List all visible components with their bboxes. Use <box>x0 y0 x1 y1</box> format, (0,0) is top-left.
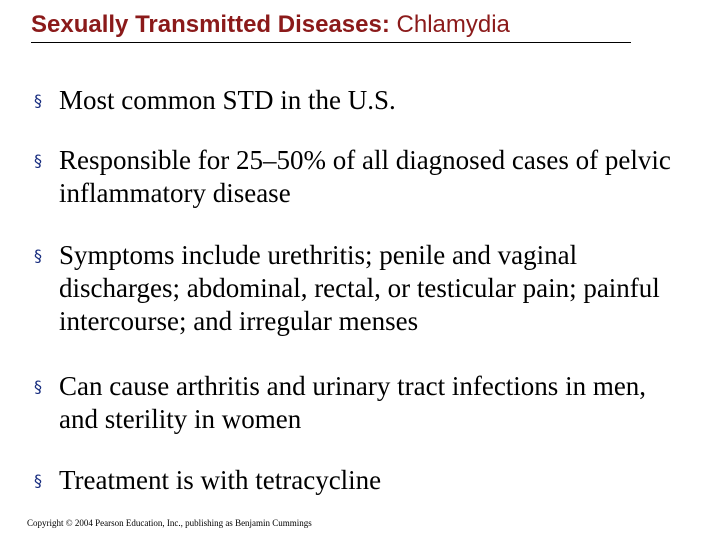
slide-title-main: Sexually Transmitted Diseases: <box>31 11 397 38</box>
bullet-marker: § <box>34 91 42 110</box>
bullet-text: Most common STD in the U.S. <box>59 85 396 115</box>
bullet-text: Can cause arthritis and urinary tract infections in men, and sterility in women <box>59 371 647 434</box>
bullet-text: Symptoms include urethritis; penile and vaginal discharges; abdominal, rectal, or testicular pain; painful intercourse; and irregular menses <box>59 240 660 336</box>
bullet-item <box>34 239 674 338</box>
slide-title-sub: Chlamydia <box>396 11 510 38</box>
bullet-marker: § <box>34 471 42 490</box>
bullet-item <box>34 464 674 497</box>
bullet-text: Treatment is with tetracycline <box>59 465 382 495</box>
bullet-marker: § <box>34 151 42 170</box>
bullet-item <box>34 144 674 210</box>
copyright-notice: Copyright © 2004 Pearson Education, Inc., publishing as Benjamin Cummings <box>27 518 312 528</box>
bullet-item <box>34 84 674 117</box>
bullet-marker: § <box>34 246 42 265</box>
bullet-marker: § <box>34 377 42 396</box>
bullet-item <box>34 370 674 436</box>
bullet-text: Responsible for 25–50% of all diagnosed cases of pelvic inflammatory disease <box>59 145 671 208</box>
